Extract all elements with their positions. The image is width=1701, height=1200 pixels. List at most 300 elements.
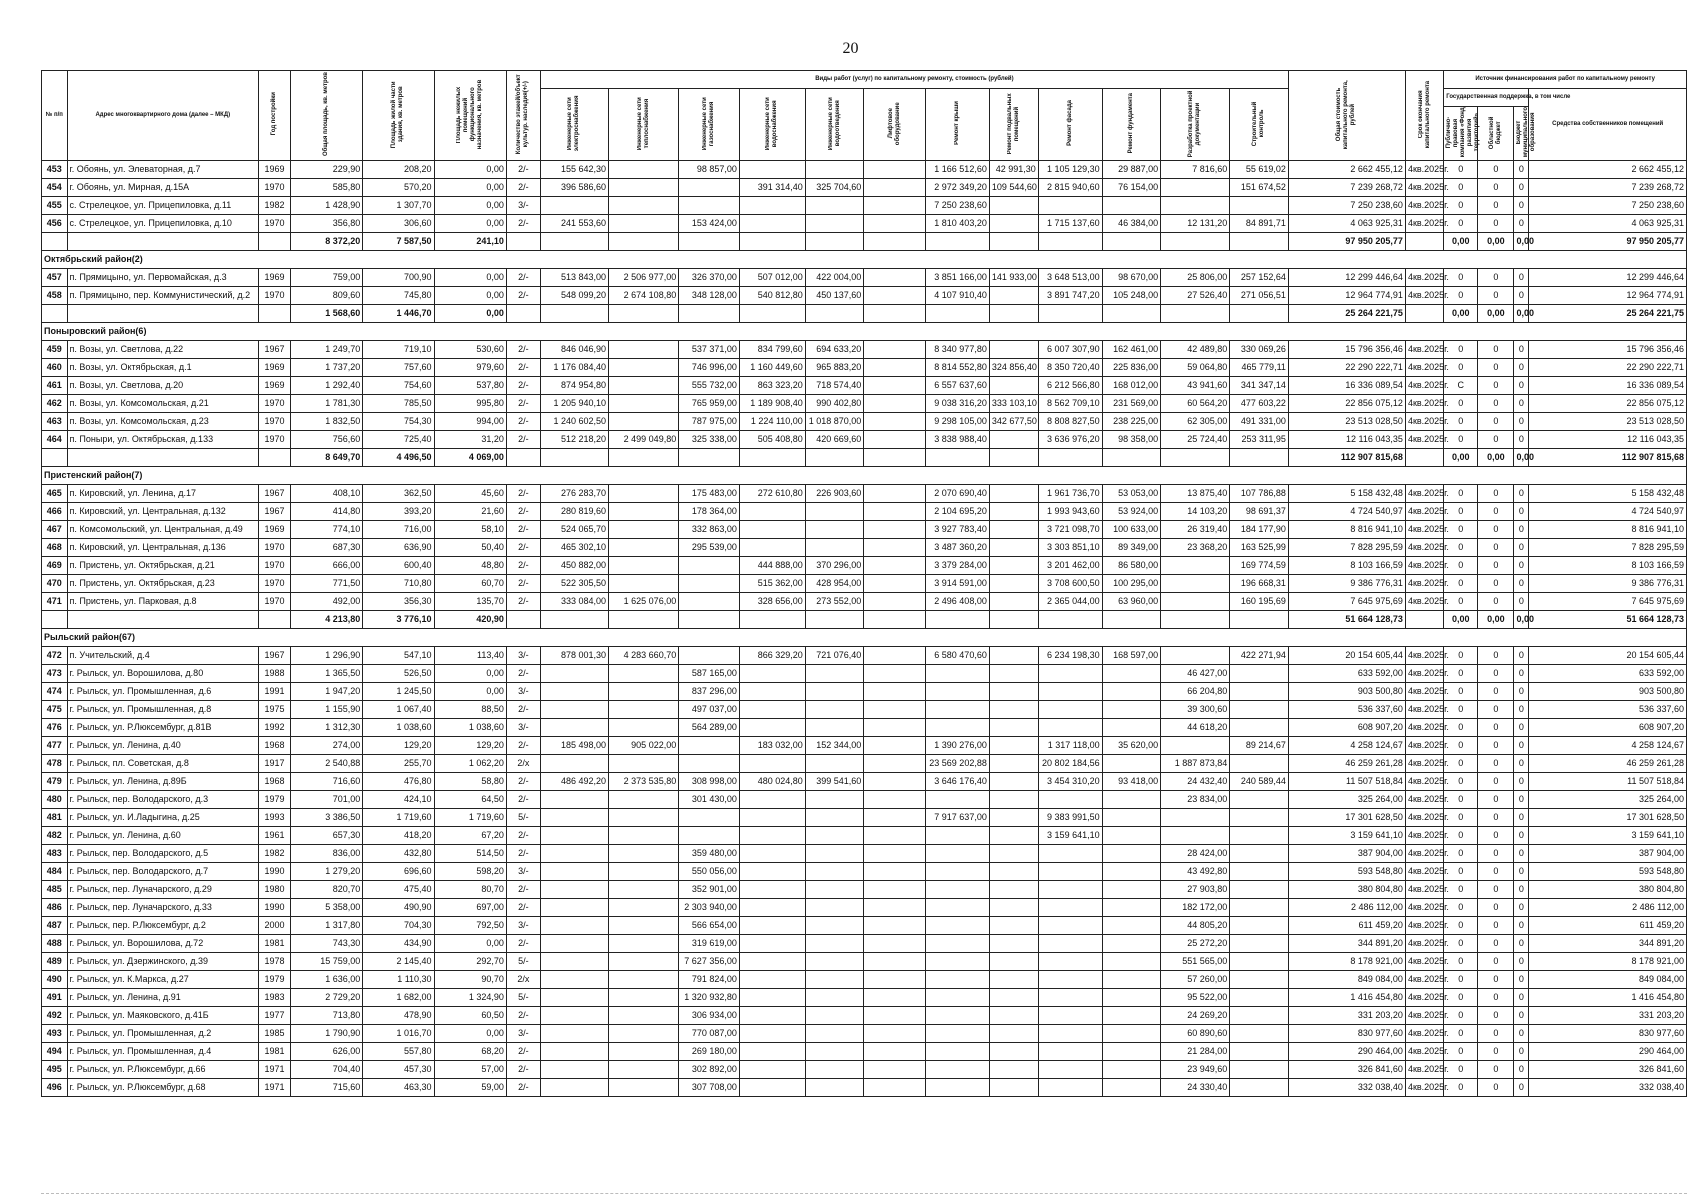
cell: 324 856,40 <box>989 359 1038 377</box>
cell: 0,00 <box>1478 233 1514 251</box>
cell: 90,70 <box>434 971 506 989</box>
cell: 342 677,50 <box>989 413 1038 431</box>
cell: п. Возы, ул. Комсомольская, д.23 <box>67 413 259 431</box>
cell <box>1230 917 1289 935</box>
cell: 0,00 <box>434 305 506 323</box>
cell: 1 205 940,10 <box>540 395 608 413</box>
cell <box>989 1007 1038 1025</box>
cell: 994,00 <box>434 413 506 431</box>
cell <box>989 593 1038 611</box>
cell <box>926 1025 990 1043</box>
cell <box>864 1079 926 1097</box>
cell <box>864 197 926 215</box>
cell: 0 <box>1444 683 1478 701</box>
cell <box>989 1043 1038 1061</box>
header-gas: Инженерные сети газоснабжения <box>679 89 740 161</box>
cell: 4кв.2025г. <box>1405 359 1443 377</box>
cell: 746 996,00 <box>679 359 740 377</box>
cell: 325 264,00 <box>1529 791 1687 809</box>
cell: 84 891,71 <box>1230 215 1289 233</box>
cell: 743,30 <box>290 935 362 953</box>
cell <box>805 1043 864 1061</box>
cell <box>989 1079 1038 1097</box>
cell <box>864 377 926 395</box>
cell <box>609 179 679 197</box>
cell <box>679 575 740 593</box>
cell: 486 <box>42 899 68 917</box>
cell: 21,60 <box>434 503 506 521</box>
cell: 566 654,00 <box>679 917 740 935</box>
cell: 80,70 <box>434 881 506 899</box>
cell: 332 863,00 <box>679 521 740 539</box>
cell: 4кв.2025г. <box>1405 557 1443 575</box>
cell: 0 <box>1478 845 1514 863</box>
cell: 0 <box>1514 791 1529 809</box>
cell: 809,60 <box>290 287 362 305</box>
cell: 1 625 076,00 <box>609 593 679 611</box>
table-row <box>42 413 1687 431</box>
cell: 43 941,60 <box>1161 377 1230 395</box>
cell: 31,20 <box>434 431 506 449</box>
cell <box>864 1061 926 1079</box>
cell: 428 954,00 <box>805 575 864 593</box>
cell: 849 084,00 <box>1288 971 1405 989</box>
cell: 22 290 222,71 <box>1529 359 1687 377</box>
cell: 479 <box>42 773 68 791</box>
cell: 226 903,60 <box>805 485 864 503</box>
cell <box>609 953 679 971</box>
cell: 965 883,20 <box>805 359 864 377</box>
cell <box>1038 917 1102 935</box>
cell: 1 110,30 <box>363 971 434 989</box>
cell: 0 <box>1478 197 1514 215</box>
cell: п. Возы, ул. Комсомольская, д.21 <box>67 395 259 413</box>
cell <box>805 917 864 935</box>
cell <box>864 1007 926 1025</box>
cell: 0 <box>1478 1025 1514 1043</box>
cell <box>864 215 926 233</box>
cell: 713,80 <box>290 1007 362 1025</box>
cell: 547,10 <box>363 647 434 665</box>
cell: 0 <box>1444 989 1478 1007</box>
cell <box>926 917 990 935</box>
table-row <box>42 503 1687 521</box>
cell <box>540 305 608 323</box>
cell: 98 857,00 <box>679 161 740 179</box>
cell: 0 <box>1444 503 1478 521</box>
cell: 2/- <box>506 215 540 233</box>
cell <box>805 899 864 917</box>
cell: 290 464,00 <box>1288 1043 1405 1061</box>
cell: 1 719,60 <box>434 809 506 827</box>
cell: 2/- <box>506 593 540 611</box>
cell <box>739 809 805 827</box>
header-roof: Ремонт крыши <box>926 89 990 161</box>
cell <box>1038 863 1102 881</box>
cell: 0 <box>1478 719 1514 737</box>
cell: 0,00 <box>434 197 506 215</box>
header-deadline: Срок окончания капитального ремонта <box>1405 71 1443 161</box>
cell: 1 568,60 <box>290 305 362 323</box>
cell: 0 <box>1514 773 1529 791</box>
table-row <box>42 197 1687 215</box>
cell: 4кв.2025г. <box>1405 791 1443 809</box>
cell: 0 <box>1444 1061 1478 1079</box>
cell: 0 <box>1514 521 1529 539</box>
cell: 1969 <box>259 521 291 539</box>
cell: 2/- <box>506 827 540 845</box>
table-row <box>42 161 1687 179</box>
cell <box>739 305 805 323</box>
cell: 4кв.2025г. <box>1405 521 1443 539</box>
cell <box>1230 863 1289 881</box>
cell <box>989 899 1038 917</box>
cell: 1967 <box>259 485 291 503</box>
cell: 0 <box>1478 917 1514 935</box>
cell <box>1102 755 1161 773</box>
cell: 611 459,20 <box>1288 917 1405 935</box>
cell: 1 416 454,80 <box>1288 989 1405 1007</box>
cell: 155 642,30 <box>540 161 608 179</box>
cell: 93 418,00 <box>1102 773 1161 791</box>
cell <box>1161 737 1230 755</box>
cell <box>1102 305 1161 323</box>
cell: 863 323,20 <box>739 377 805 395</box>
cell: 1990 <box>259 863 291 881</box>
cell: 14 103,20 <box>1161 503 1230 521</box>
cell <box>540 1007 608 1025</box>
cell <box>1038 449 1102 467</box>
cell: 493 <box>42 1025 68 1043</box>
cell <box>989 521 1038 539</box>
header-total-cost: Общая стоимость капитального ремонта, рублей <box>1288 71 1405 161</box>
cell: 0 <box>1478 593 1514 611</box>
cell: 109 544,60 <box>989 179 1038 197</box>
cell: 3/- <box>506 719 540 737</box>
cell: 308 998,00 <box>679 773 740 791</box>
cell <box>926 953 990 971</box>
cell <box>506 305 540 323</box>
cell: 1 062,20 <box>434 755 506 773</box>
cell <box>1038 1007 1102 1025</box>
cell: 9 383 991,50 <box>1038 809 1102 827</box>
cell: 7 828 295,59 <box>1288 539 1405 557</box>
cell: 42 489,80 <box>1161 341 1230 359</box>
cell <box>609 341 679 359</box>
cell <box>805 755 864 773</box>
table-row <box>42 485 1687 503</box>
cell: 0 <box>1478 1043 1514 1061</box>
cell: 0 <box>1478 971 1514 989</box>
cell <box>1161 647 1230 665</box>
cell <box>1038 719 1102 737</box>
cell: 359 480,00 <box>679 845 740 863</box>
cell <box>864 1025 926 1043</box>
cell: 570,20 <box>363 179 434 197</box>
cell: 593 548,80 <box>1529 863 1687 881</box>
cell: 2/- <box>506 431 540 449</box>
cell: 12 964 774,91 <box>1288 287 1405 305</box>
cell <box>1102 971 1161 989</box>
cell: 0 <box>1478 503 1514 521</box>
cell: 97 950 205,77 <box>1288 233 1405 251</box>
cell: 0 <box>1478 485 1514 503</box>
cell: 7 828 295,59 <box>1529 539 1687 557</box>
cell <box>739 935 805 953</box>
cell: 332 038,40 <box>1529 1079 1687 1097</box>
cell: 1 292,40 <box>290 377 362 395</box>
cell <box>679 305 740 323</box>
header-funding-group: Источник финансирования работ по капитальному ремонту <box>1444 71 1687 89</box>
cell <box>739 845 805 863</box>
cell: 526,50 <box>363 665 434 683</box>
cell: 512 218,20 <box>540 431 608 449</box>
cell <box>67 233 259 251</box>
cell <box>609 1079 679 1097</box>
cell: 0 <box>1444 827 1478 845</box>
cell: 2 496 408,00 <box>926 593 990 611</box>
district-name: Пристенский район(7) <box>42 467 1687 485</box>
cell: 492 <box>42 1007 68 1025</box>
header-floors: Количество этажей/объект культур. наследия(+/-) <box>506 71 540 161</box>
cell: 0 <box>1514 485 1529 503</box>
cell: 462 <box>42 395 68 413</box>
cell <box>679 611 740 629</box>
cell: 490 <box>42 971 68 989</box>
cell: 2/- <box>506 737 540 755</box>
cell: 4 283 660,70 <box>609 647 679 665</box>
cell: 1975 <box>259 701 291 719</box>
cell <box>739 863 805 881</box>
cell: 1 018 870,00 <box>805 413 864 431</box>
cell: 184 177,90 <box>1230 521 1289 539</box>
cell: 331 203,20 <box>1529 1007 1687 1025</box>
cell: 24 269,20 <box>1161 1007 1230 1025</box>
cell: 2/- <box>506 665 540 683</box>
cell: 0,00 <box>1478 449 1514 467</box>
cell: 2 729,20 <box>290 989 362 1007</box>
cell: 0 <box>1514 269 1529 287</box>
cell: 1981 <box>259 1043 291 1061</box>
cell <box>805 791 864 809</box>
cell: 2 540,88 <box>290 755 362 773</box>
header-facade: Ремонт фасада <box>1038 89 1102 161</box>
cell <box>989 971 1038 989</box>
cell <box>805 665 864 683</box>
cell: 0 <box>1478 953 1514 971</box>
cell <box>805 521 864 539</box>
cell <box>989 953 1038 971</box>
cell <box>540 755 608 773</box>
cell: 696,60 <box>363 863 434 881</box>
cell: 112 907 815,68 <box>1288 449 1405 467</box>
cell: 98 358,00 <box>1102 431 1161 449</box>
cell: 67,20 <box>434 827 506 845</box>
cell: 765 959,00 <box>679 395 740 413</box>
cell <box>864 341 926 359</box>
cell: 1 636,00 <box>290 971 362 989</box>
cell: 657,30 <box>290 827 362 845</box>
cell: 3 386,50 <box>290 809 362 827</box>
cell <box>1102 953 1161 971</box>
cell: 1961 <box>259 827 291 845</box>
cell: 112 907 815,68 <box>1529 449 1687 467</box>
cell: 716,00 <box>363 521 434 539</box>
cell: 55 619,02 <box>1230 161 1289 179</box>
cell: 7 239 268,72 <box>1529 179 1687 197</box>
cell: 466 <box>42 503 68 521</box>
cell: 331 203,20 <box>1288 1007 1405 1025</box>
cell: п. Пристень, ул. Октябрьская, д.21 <box>67 557 259 575</box>
cell: 25 806,00 <box>1161 269 1230 287</box>
cell <box>1102 881 1161 899</box>
cell: 4кв.2025г. <box>1405 1079 1443 1097</box>
cell: 25 272,20 <box>1161 935 1230 953</box>
cell <box>926 989 990 1007</box>
cell <box>864 431 926 449</box>
cell: 168 012,00 <box>1102 377 1161 395</box>
cell: 1 365,50 <box>290 665 362 683</box>
cell <box>739 755 805 773</box>
cell <box>926 827 990 845</box>
cell <box>67 611 259 629</box>
cell <box>989 611 1038 629</box>
cell: 7 917 637,00 <box>926 809 990 827</box>
cell: 1 038,60 <box>363 719 434 737</box>
district-header-row <box>42 629 1687 647</box>
cell: 496 <box>42 1079 68 1097</box>
cell: 4кв.2025г. <box>1405 971 1443 989</box>
cell: 341 347,14 <box>1230 377 1289 395</box>
cell: 4кв.2025г. <box>1405 593 1443 611</box>
cell <box>1038 791 1102 809</box>
cell: 356,30 <box>363 593 434 611</box>
cell: п. Возы, ул. Светлова, д.22 <box>67 341 259 359</box>
cell: 8 178 921,00 <box>1288 953 1405 971</box>
cell <box>1102 683 1161 701</box>
cell: 63 960,00 <box>1102 593 1161 611</box>
header-control: Строительный контроль <box>1230 89 1289 161</box>
cell <box>609 215 679 233</box>
cell: 160 195,69 <box>1230 593 1289 611</box>
cell <box>1102 1025 1161 1043</box>
cell <box>609 683 679 701</box>
table-row <box>42 593 1687 611</box>
cell: 459 <box>42 341 68 359</box>
cell <box>739 233 805 251</box>
cell: 470 <box>42 575 68 593</box>
cell <box>1102 449 1161 467</box>
cell <box>989 719 1038 737</box>
cell <box>540 719 608 737</box>
cell: 0 <box>1444 593 1478 611</box>
cell: 352 901,00 <box>679 881 740 899</box>
cell: 1 790,90 <box>290 1025 362 1043</box>
cell <box>1230 1079 1289 1097</box>
cell: 295 539,00 <box>679 539 740 557</box>
cell: 0 <box>1444 899 1478 917</box>
cell: 0,00 <box>434 665 506 683</box>
cell <box>926 683 990 701</box>
cell: 0 <box>1514 809 1529 827</box>
cell <box>679 233 740 251</box>
cell: г. Рыльск, ул. Промышленная, д.2 <box>67 1025 259 1043</box>
cell <box>259 449 291 467</box>
cell: 3 648 513,00 <box>1038 269 1102 287</box>
cell: 344 891,20 <box>1288 935 1405 953</box>
cell: 2/- <box>506 341 540 359</box>
cell <box>42 611 68 629</box>
cell: п. Возы, ул. Октябрьская, д.1 <box>67 359 259 377</box>
cell: 356,80 <box>290 215 362 233</box>
cell <box>739 449 805 467</box>
cell: 9 298 105,00 <box>926 413 990 431</box>
cell <box>805 683 864 701</box>
cell <box>1038 701 1102 719</box>
cell: 4кв.2025г. <box>1405 683 1443 701</box>
cell: 393,20 <box>363 503 434 521</box>
cell <box>540 1061 608 1079</box>
cell: 113,40 <box>434 647 506 665</box>
cell: 485 <box>42 881 68 899</box>
cell: 0 <box>1444 935 1478 953</box>
cell <box>989 737 1038 755</box>
cell <box>679 557 740 575</box>
cell: 2/- <box>506 575 540 593</box>
bottom-divider <box>41 1193 1687 1194</box>
cell: 1970 <box>259 539 291 557</box>
cell: 23 513 028,50 <box>1529 413 1687 431</box>
cell <box>1038 971 1102 989</box>
cell: 257 152,64 <box>1230 269 1289 287</box>
cell: 168 597,00 <box>1102 647 1161 665</box>
cell: 2/- <box>506 395 540 413</box>
cell <box>1038 899 1102 917</box>
cell <box>540 899 608 917</box>
subtotal-row <box>42 233 1687 251</box>
cell: 45,60 <box>434 485 506 503</box>
cell: 4кв.2025г. <box>1405 647 1443 665</box>
cell <box>609 863 679 881</box>
cell <box>679 809 740 827</box>
header-year: Год постройки <box>259 71 291 161</box>
cell: 0,00 <box>434 161 506 179</box>
cell <box>679 827 740 845</box>
cell <box>1038 1025 1102 1043</box>
cell: 269 180,00 <box>679 1043 740 1061</box>
cell <box>609 1043 679 1061</box>
cell <box>989 485 1038 503</box>
cell: 325 704,60 <box>805 179 864 197</box>
cell: 465 <box>42 485 68 503</box>
cell: 0,00 <box>434 935 506 953</box>
cell: 59 064,80 <box>1161 359 1230 377</box>
cell: 25 264 221,75 <box>1288 305 1405 323</box>
cell: 522 305,50 <box>540 575 608 593</box>
cell: 1 249,70 <box>290 341 362 359</box>
cell <box>1038 1079 1102 1097</box>
cell: 4 496,50 <box>363 449 434 467</box>
cell: 8 340 977,80 <box>926 341 990 359</box>
cell <box>864 935 926 953</box>
cell: г. Рыльск, ул. Ворошилова, д.80 <box>67 665 259 683</box>
cell: 444 888,00 <box>739 557 805 575</box>
cell: г. Рыльск, пер. Луначарского, д.29 <box>67 881 259 899</box>
cell <box>679 593 740 611</box>
cell <box>805 539 864 557</box>
cell: 325 338,00 <box>679 431 740 449</box>
cell: 0 <box>1514 827 1529 845</box>
